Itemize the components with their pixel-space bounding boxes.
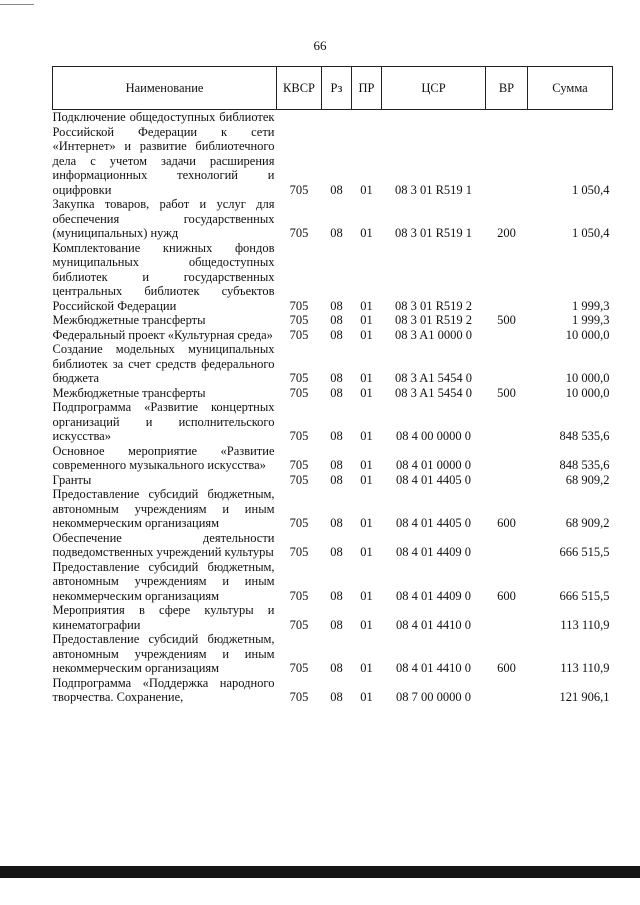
cell-name: Закупка товаров, работ и услуг для обеспечения государственных (муниципальных) нужд	[52, 197, 275, 240]
cell-rz: 08	[330, 458, 343, 472]
cell-pr: 01	[360, 327, 373, 342]
budget-table	[52, 66, 613, 705]
cell-vr	[486, 328, 528, 343]
cell-vr	[486, 676, 528, 705]
cell-name: Межбюджетные трансферты	[52, 385, 206, 400]
cell-pr: 01	[360, 516, 373, 530]
cell-rz: 08	[330, 472, 343, 487]
col-header-kvsr: КВСР	[277, 67, 322, 110]
table-row	[53, 313, 613, 328]
cell-rz: 08	[330, 516, 343, 530]
cell-kvsr: 705	[289, 617, 309, 632]
cell-csr: 08 3 01 R519 1	[394, 226, 473, 240]
table-row	[53, 400, 613, 444]
cell-pr: 01	[360, 545, 373, 559]
cell-vr: 200	[497, 226, 516, 240]
cell-sum: 68 909,2	[565, 472, 610, 487]
cell-vr	[486, 444, 528, 473]
table-row	[53, 632, 613, 676]
cell-rz: 08	[330, 226, 343, 240]
cell-pr: 01	[360, 385, 373, 400]
cell-csr: 08 3 A1 5454 0	[394, 371, 473, 385]
cell-rz: 08	[330, 661, 343, 675]
cell-pr: 01	[360, 313, 373, 327]
cell-kvsr: 705	[289, 385, 309, 400]
col-header-csr: ЦСР	[382, 67, 486, 110]
cell-name: Предоставление субсидий бюджетным, автономным учреждениям и иным некоммерческим организациям	[52, 559, 275, 603]
cell-rz: 08	[330, 617, 343, 632]
cell-name: Создание модельных муниципальных библиотек за счет средств федерального бюджета	[52, 342, 275, 385]
cell-rz: 08	[330, 385, 343, 400]
cell-sum: 1 050,4	[572, 226, 610, 240]
cell-kvsr: 705	[289, 545, 309, 559]
table-row	[53, 444, 613, 473]
cell-sum: 113 110,9	[560, 617, 610, 632]
col-header-rz: Рз	[322, 67, 352, 110]
cell-sum: 1 999,3	[572, 298, 610, 313]
cell-vr	[486, 531, 528, 560]
cell-csr: 08 4 01 4410 0	[396, 617, 471, 632]
cell-csr: 08 3 A1 5454 0	[394, 385, 473, 400]
table-row	[53, 197, 613, 241]
cell-name: Комплектование книжных фондов муниципальных общедоступных библиотек и государственных центральных библиотек субъектов Российской Федерации	[52, 240, 275, 313]
cell-name: Предоставление субсидий бюджетным, автономным учреждениям и иным некоммерческим организациям	[52, 632, 275, 675]
table-row	[53, 110, 613, 198]
cell-rz: 08	[330, 545, 343, 559]
cell-csr: 08 3 01 R519 2	[394, 298, 473, 313]
col-header-pr: ПР	[352, 67, 382, 110]
cell-kvsr: 705	[289, 458, 309, 472]
cell-sum: 121 906,1	[559, 690, 610, 704]
cell-sum: 113 110,9	[560, 661, 610, 675]
cell-vr	[486, 110, 528, 198]
cell-pr: 01	[360, 617, 373, 632]
cell-csr: 08 7 00 0000 0	[396, 690, 471, 704]
cell-rz: 08	[330, 298, 343, 313]
cell-csr: 08 4 01 4410 0	[396, 661, 471, 675]
cell-name: Подключение общедоступных библиотек Российской Федерации к сети «Интернет» и развитие библиотечного дела с учетом задачи расширения информационных технологий и оцифровки	[52, 110, 275, 197]
cell-sum: 666 515,5	[559, 588, 610, 603]
cell-sum: 10 000,0	[565, 385, 610, 400]
cell-name: Обеспечение деятельности подведомственных учреждений культуры	[52, 530, 275, 559]
cell-vr: 600	[497, 516, 516, 530]
cell-sum: 666 515,5	[559, 545, 610, 559]
table-row	[53, 676, 613, 705]
col-header-vr: ВР	[486, 67, 528, 110]
cell-pr: 01	[360, 182, 373, 197]
table-row	[53, 241, 613, 314]
cell-kvsr: 705	[289, 661, 309, 675]
cell-csr: 08 3 01 R519 1	[394, 182, 473, 197]
cell-pr: 01	[360, 458, 373, 472]
cell-kvsr: 705	[289, 298, 309, 313]
cell-rz: 08	[330, 588, 343, 603]
cell-vr	[486, 603, 528, 632]
cell-csr: 08 4 01 0000 0	[396, 458, 471, 472]
cell-kvsr: 705	[289, 588, 309, 603]
cell-kvsr: 705	[289, 516, 309, 530]
scan-edge-mark	[0, 4, 34, 5]
cell-pr: 01	[360, 298, 373, 313]
cell-kvsr: 705	[289, 182, 309, 197]
cell-vr: 600	[497, 588, 516, 603]
cell-kvsr: 705	[289, 226, 309, 240]
cell-pr: 01	[360, 429, 373, 443]
cell-vr: 500	[497, 313, 516, 327]
cell-sum: 848 535,6	[559, 458, 610, 472]
cell-pr: 01	[360, 661, 373, 675]
cell-kvsr: 705	[289, 472, 309, 487]
cell-kvsr: 705	[289, 429, 309, 443]
table-row	[53, 531, 613, 560]
cell-sum: 10 000,0	[565, 327, 610, 342]
cell-kvsr: 705	[289, 371, 309, 385]
cell-pr: 01	[360, 588, 373, 603]
cell-csr: 08 3 A1 0000 0	[394, 327, 473, 342]
table-body	[53, 110, 613, 705]
page-number: 66	[313, 38, 327, 53]
cell-csr: 08 4 01 4405 0	[396, 516, 471, 530]
scan-bottom-bar	[0, 866, 640, 878]
table-row	[53, 473, 613, 488]
cell-sum: 68 909,2	[565, 516, 610, 530]
cell-sum: 1 050,4	[572, 182, 610, 197]
cell-rz: 08	[330, 327, 343, 342]
cell-name: Мероприятия в сфере культуры и кинематографии	[52, 603, 275, 632]
cell-vr: 600	[497, 661, 516, 675]
cell-name: Федеральный проект «Культурная среда»	[52, 327, 273, 342]
cell-csr: 08 4 01 4405 0	[396, 472, 471, 487]
cell-sum: 848 535,6	[559, 429, 610, 443]
cell-csr: 08 3 01 R519 2	[394, 313, 473, 327]
cell-rz: 08	[330, 429, 343, 443]
cell-csr: 08 4 00 0000 0	[396, 429, 471, 443]
table-row	[53, 386, 613, 401]
cell-name: Основное мероприятие «Развитие современного музыкального искусства»	[52, 443, 275, 472]
cell-name: Подпрограмма «Развитие концертных организаций и исполнительского искусства»	[52, 400, 275, 443]
cell-pr: 01	[360, 371, 373, 385]
table-row	[53, 342, 613, 386]
cell-name: Гранты	[52, 472, 92, 487]
table-header-row	[53, 67, 613, 110]
cell-kvsr: 705	[289, 327, 309, 342]
cell-pr: 01	[360, 472, 373, 487]
cell-rz: 08	[330, 371, 343, 385]
table-row	[53, 603, 613, 632]
cell-vr	[486, 400, 528, 444]
cell-pr: 01	[360, 226, 373, 240]
table-row	[53, 328, 613, 343]
cell-csr: 08 4 01 4409 0	[396, 588, 471, 603]
cell-sum: 10 000,0	[565, 371, 610, 385]
cell-name: Межбюджетные трансферты	[52, 313, 206, 327]
cell-rz: 08	[330, 182, 343, 197]
table-row	[53, 487, 613, 531]
cell-kvsr: 705	[289, 690, 309, 704]
cell-rz: 08	[330, 313, 343, 327]
cell-vr: 500	[497, 385, 516, 400]
cell-vr	[486, 342, 528, 386]
cell-name: Подпрограмма «Поддержка народного творчества. Сохранение,	[52, 675, 275, 704]
cell-vr	[486, 241, 528, 314]
cell-csr: 08 4 01 4409 0	[396, 545, 471, 559]
col-header-name: Наименование	[53, 67, 277, 110]
cell-rz: 08	[330, 690, 343, 704]
table-row	[53, 560, 613, 604]
cell-kvsr: 705	[289, 313, 309, 327]
col-header-sum: Сумма	[528, 67, 613, 110]
cell-name: Предоставление субсидий бюджетным, автономным учреждениям и иным некоммерческим организациям	[52, 487, 275, 530]
cell-sum: 1 999,3	[572, 313, 610, 327]
cell-pr: 01	[360, 690, 373, 704]
cell-vr	[486, 473, 528, 488]
